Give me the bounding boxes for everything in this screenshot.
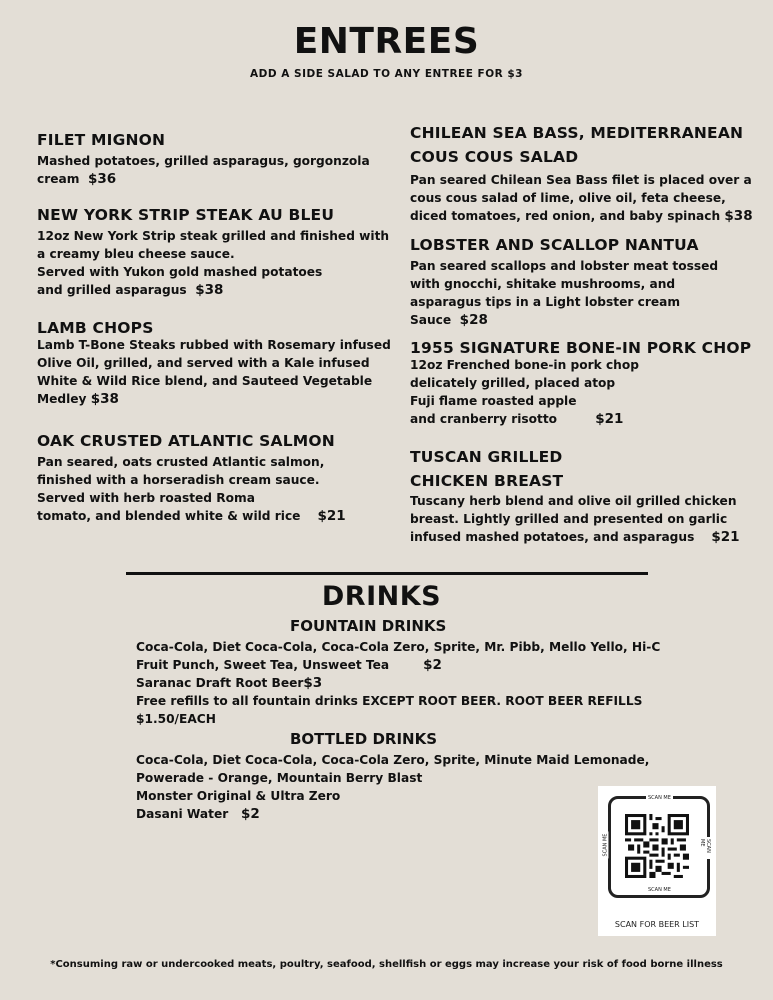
item-name: CHILEAN SEA BASS, MEDITERRANEAN COUS COUS SALAD — [410, 124, 744, 166]
section-divider — [126, 572, 648, 575]
entree-ny-strip — [37, 203, 397, 299]
item-desc: 12oz New York Strip steak grilled and finished with a creamy bleu cheese sauce. Served with Yukon gold mashed potatoes and grilled asparagus $38 — [37, 229, 390, 298]
entree-sea-bass — [410, 121, 760, 225]
item-name: OAK CRUSTED ATLANTIC SALMON — [37, 432, 335, 450]
item-name: 1955 SIGNATURE BONE-IN PORK CHOP — [410, 339, 752, 357]
entree-tuscan-chicken — [410, 445, 760, 546]
qr-code-card[interactable] — [598, 786, 716, 936]
fountain-drinks-list: Coca-Cola, Diet Coca-Cola, Coca-Cola Zero, Sprite, Mr. Pibb, Mello Yello, Hi-C Fruit Punch, Sweet Tea, Unsweet Tea $2 Saranac Draft Root Beer$3 Free refills to all fountain drinks EXCEPT ROOT BEER. ROOT BEER REFILLS $1.50/EACH — [136, 640, 661, 726]
item-desc: Pan seared Chilean Sea Bass filet is placed over a cous cous salad of lime, olive oil, feta cheese, diced tomatoes, red onion, and baby spinach $38 — [410, 173, 753, 224]
entree-salmon — [37, 429, 397, 525]
item-price: $38 — [724, 208, 753, 224]
drinks-title: DRINKS — [321, 581, 442, 612]
food-safety-footnote: *Consuming raw or undercooked meats, poultry, seafood, shellfish or eggs may increase your risk of food borne illness — [50, 959, 723, 970]
scan-me-label-bottom: SCAN ME — [648, 887, 671, 893]
item-name: LAMB CHOPS — [37, 319, 154, 337]
fountain-drinks-heading: FOUNTAIN DRINKS — [290, 617, 447, 635]
item-name: TUSCAN GRILLED CHICKEN BREAST — [410, 448, 564, 490]
item-desc: Tuscany herb blend and olive oil grilled chicken breast. Lightly grilled and presented on garlic infused mashed potatoes, and asparagus $21 — [410, 494, 740, 545]
item-name: LOBSTER AND SCALLOP NANTUA — [410, 236, 699, 254]
qr-code-icon — [625, 814, 689, 878]
item-price: $28 — [459, 312, 488, 328]
item-desc: Lamb T-Bone Steaks rubbed with Rosemary infused Olive Oil, grilled, and served with a Kale infused White & Wild Rice blend, and Sauteed Vegetable Medley $38 — [37, 338, 391, 407]
scan-me-label-top: SCAN ME — [648, 795, 671, 801]
fountain-price: $2 — [423, 657, 442, 673]
qr-caption: SCAN FOR BEER LIST — [614, 920, 700, 929]
entree-lobster-scallop — [410, 233, 760, 329]
item-desc: 12oz Frenched bone-in pork chop delicately grilled, placed atop Fuji flame roasted apple and cranberry risotto $21 — [410, 358, 639, 427]
item-desc: Pan seared scallops and lobster meat tossed with gnocchi, shitake mushrooms, and asparagus tips in a Light lobster cream Sauce $28 — [410, 259, 719, 328]
item-price: $36 — [87, 171, 117, 187]
entrees-subtitle: ADD A SIDE SALAD TO ANY ENTREE FOR $3 — [250, 68, 523, 80]
item-price: $38 — [90, 391, 119, 407]
root-beer-price: $3 — [303, 675, 323, 691]
item-desc: Mashed potatoes, grilled asparagus, gorgonzola cream $36 — [37, 154, 370, 187]
item-price: $21 — [317, 508, 346, 524]
item-price: $21 — [595, 411, 624, 427]
item-price: $38 — [195, 282, 224, 298]
scan-me-label-left: SCAN ME — [602, 833, 609, 857]
item-name: FILET MIGNON — [37, 131, 166, 149]
bottled-drinks-list: Coca-Cola, Diet Coca-Cola, Coca-Cola Zero, Sprite, Minute Maid Lemonade, Powerade - Orange, Mountain Berry Blast Monster Original & Ultra Zero Dasani Water $2 — [136, 753, 650, 822]
entree-lamb-chops — [37, 316, 397, 408]
entree-pork-chop — [410, 336, 760, 428]
entree-filet-mignon — [37, 128, 397, 188]
item-price: $21 — [711, 529, 740, 545]
scan-me-label-right: SCAN ME — [699, 837, 711, 859]
item-name: NEW YORK STRIP STEAK AU BLEU — [37, 206, 335, 224]
entrees-title: ENTREES — [293, 21, 480, 62]
bottled-drinks-heading: BOTTLED DRINKS — [290, 730, 438, 748]
item-desc: Pan seared, oats crusted Atlantic salmon, finished with a horseradish cream sauce. Served with herb roasted Roma tomato, and blended white & wild rice $21 — [37, 455, 346, 524]
bottled-price: $2 — [241, 806, 260, 822]
